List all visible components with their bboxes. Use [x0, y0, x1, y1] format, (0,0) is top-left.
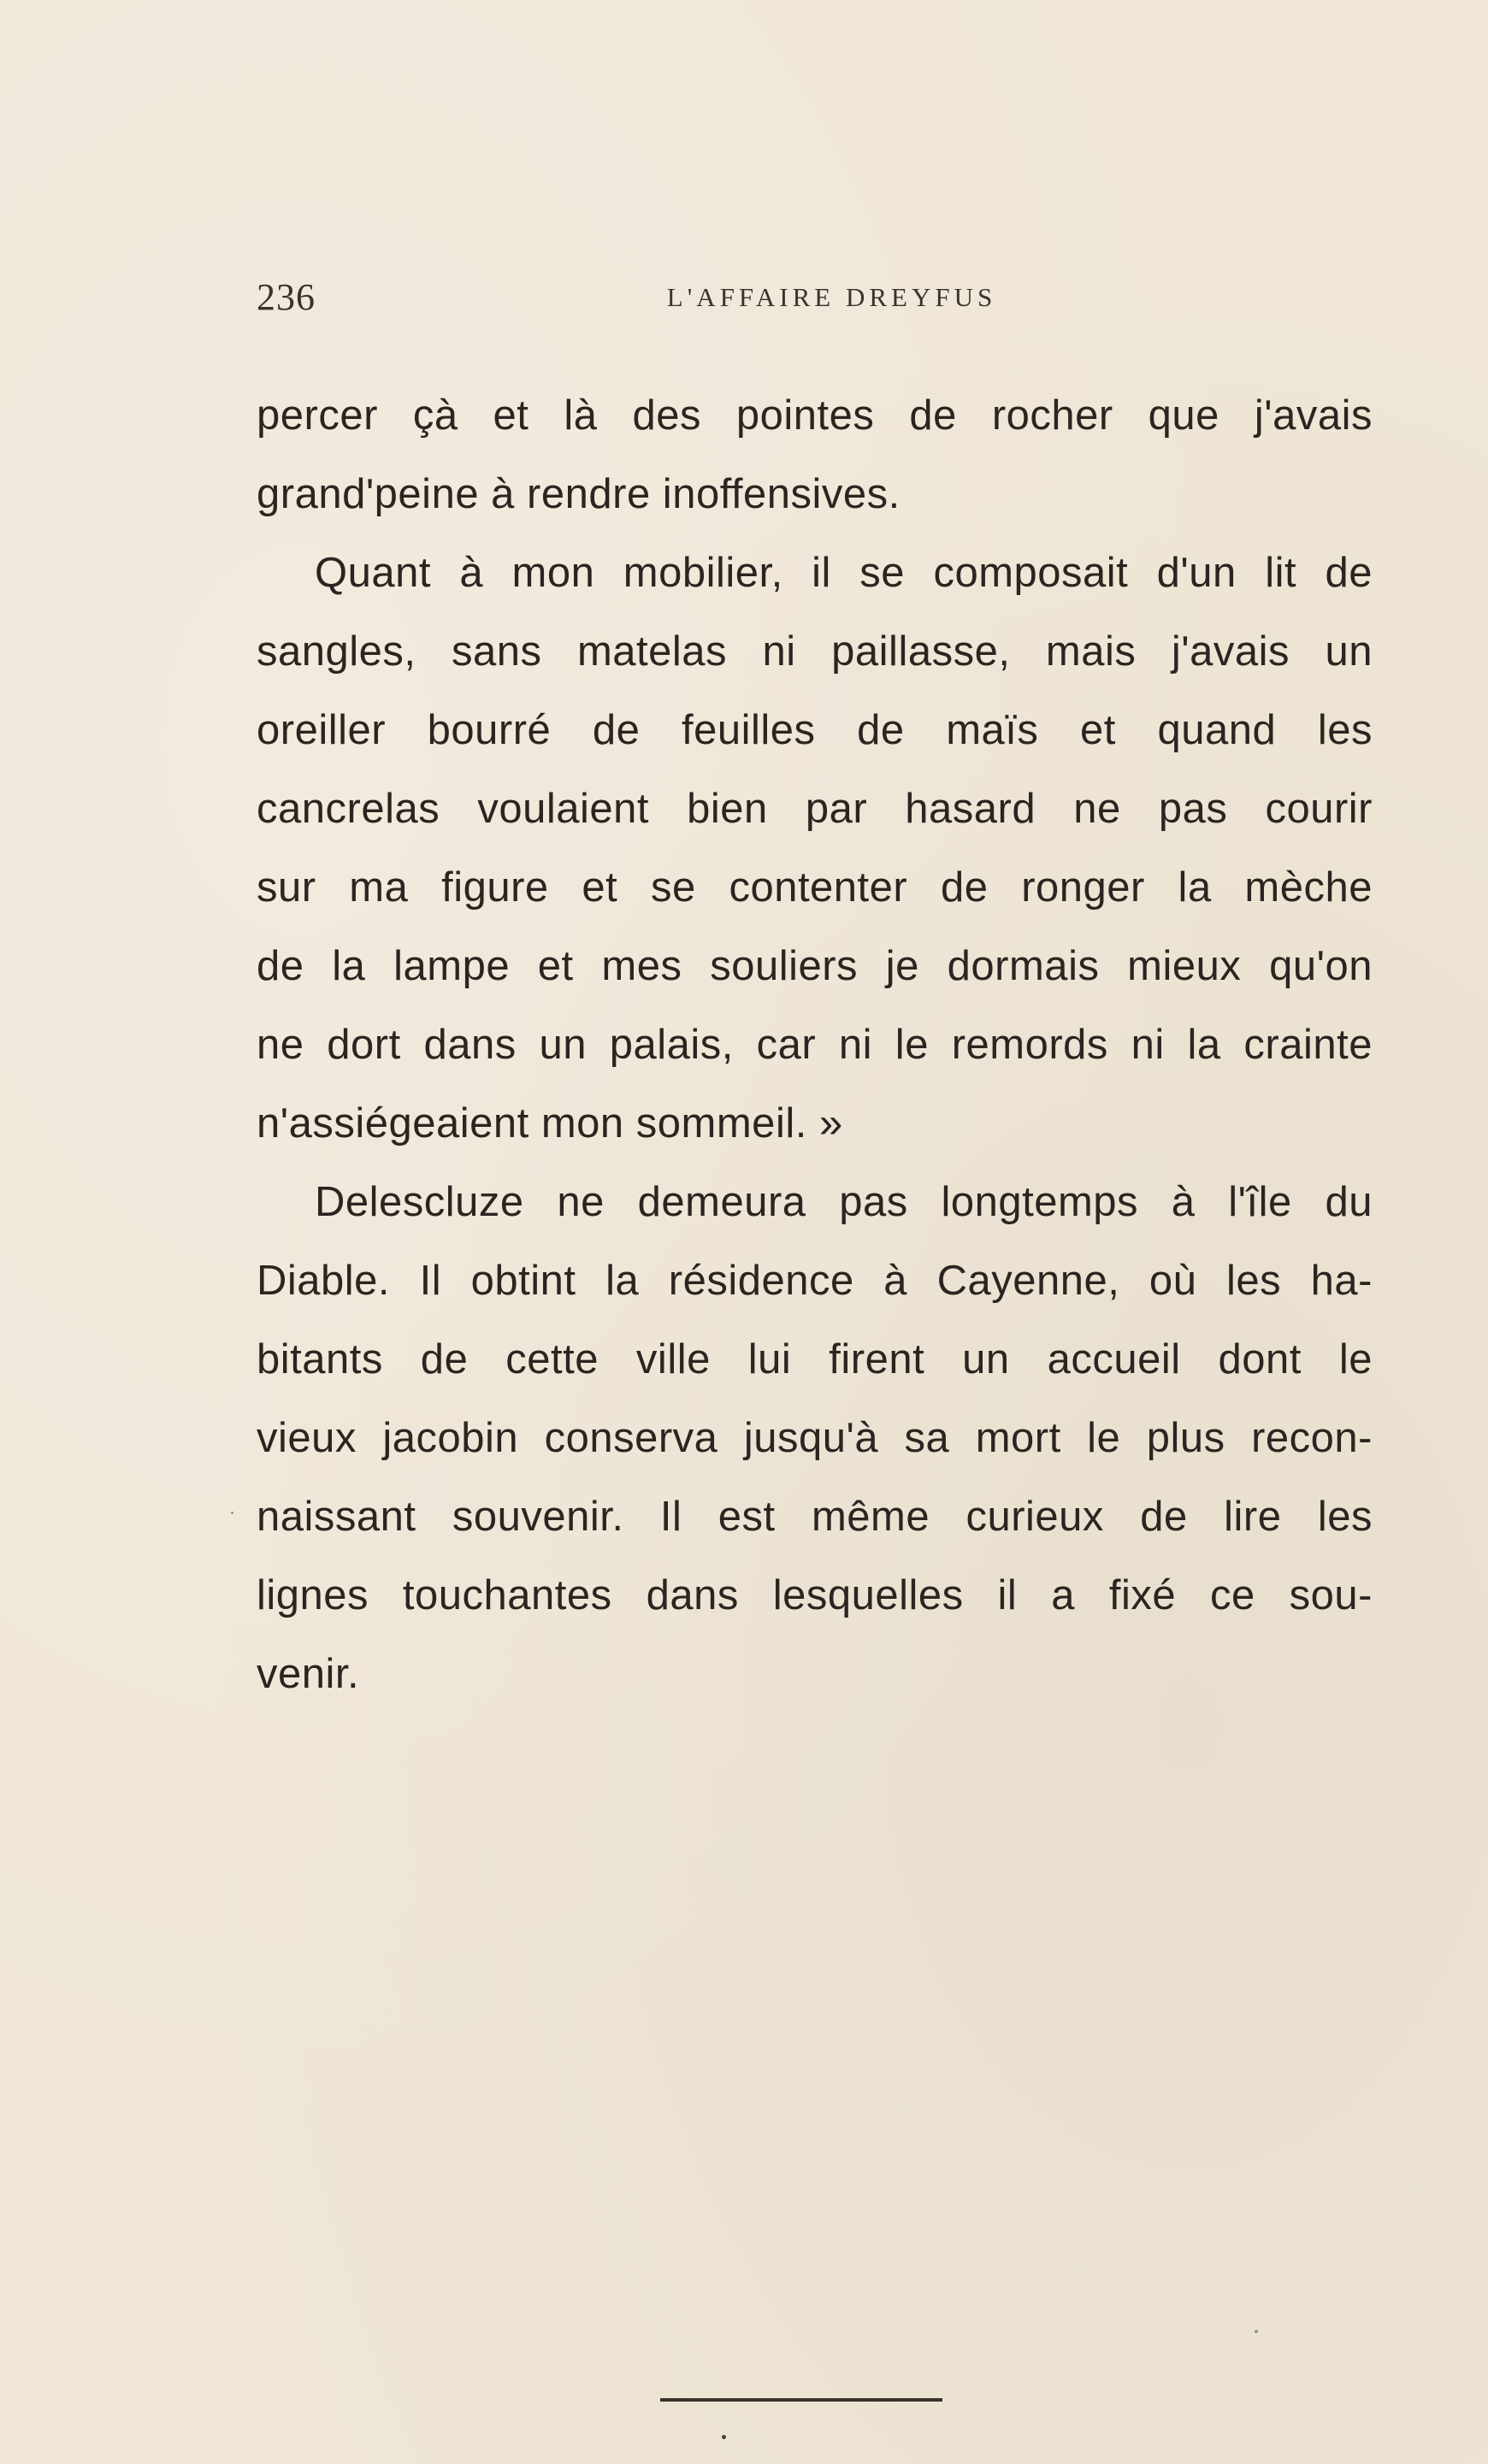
- text-line: de la lampe et mes souliers je dormais mieux qu'on: [257, 943, 1373, 989]
- paper-speck: [722, 2435, 726, 2439]
- text-line: Delescluze ne demeura pas longtemps à l'île du: [315, 1179, 1373, 1225]
- running-title: L'AFFAIRE DREYFUS: [666, 282, 997, 312]
- text-line: vieux jacobin conserva jusqu'à sa mort le plus recon-: [257, 1415, 1373, 1461]
- text-line: sur ma figure et se contenter de ronger la mèche: [257, 864, 1373, 911]
- page-number: 236: [257, 276, 316, 318]
- text-line: grand'peine à rendre inoffensives.: [257, 471, 900, 517]
- running-head: [257, 275, 1373, 327]
- text-line: lignes touchantes dans lesquelles il a fixé ce sou-: [257, 1572, 1373, 1618]
- text-line: Quant à mon mobilier, il se composait d'un lit de: [315, 550, 1373, 596]
- text-line: n'assiégeaient mon sommeil. »: [257, 1100, 843, 1147]
- body-text: [257, 376, 1373, 1713]
- text-line: venir.: [257, 1651, 360, 1697]
- text-line: cancrelas voulaient bien par hasard ne pas courir: [257, 786, 1373, 832]
- section-end-rule: [660, 2398, 942, 2402]
- text-line: ne dort dans un palais, car ni le remords ni la crainte: [257, 1022, 1373, 1068]
- text-line: naissant souvenir. Il est même curieux de lire les: [257, 1494, 1373, 1540]
- text-line: bitants de cette ville lui firent un accueil dont le: [257, 1336, 1373, 1382]
- text-line: oreiller bourré de feuilles de maïs et quand les: [257, 707, 1373, 753]
- text-line: sangles, sans matelas ni paillasse, mais j'avais un: [257, 628, 1373, 675]
- text-line: percer çà et là des pointes de rocher que j'avais: [257, 392, 1373, 439]
- text-line: Diable. Il obtint la résidence à Cayenne, où les ha-: [257, 1258, 1373, 1304]
- paper-speck: [231, 1512, 233, 1514]
- paper-speck: [1255, 2330, 1258, 2333]
